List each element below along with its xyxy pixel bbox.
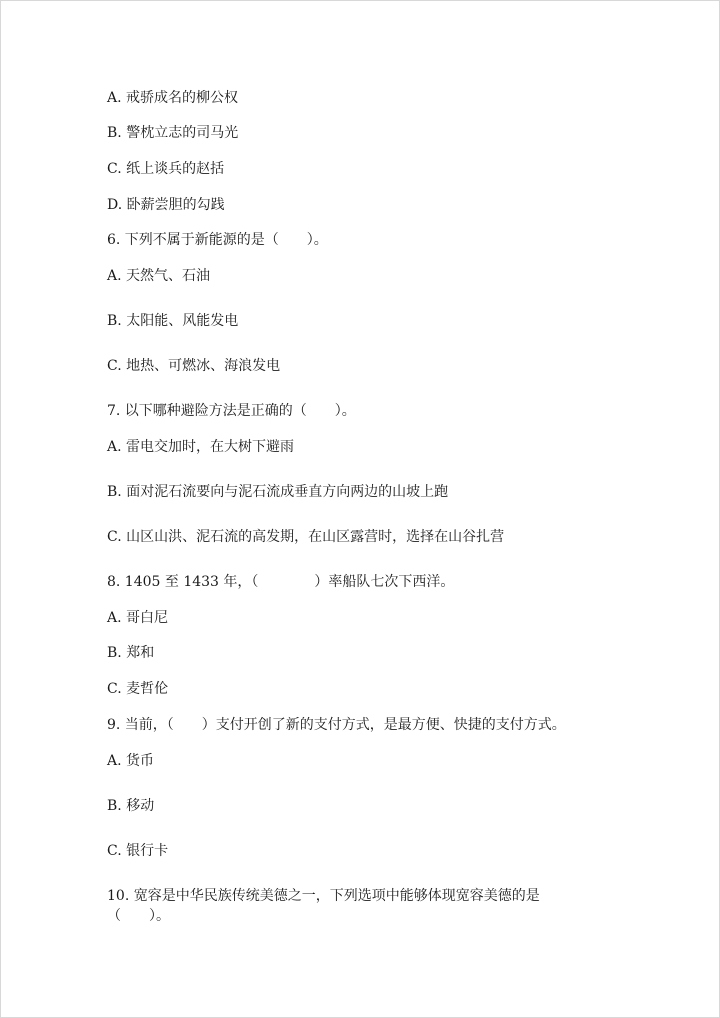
q6-option-c: C. 地热、可燃冰、海浪发电 (107, 358, 281, 374)
q7-option-a: A. 雷电交加时，在大树下避雨 (107, 439, 295, 455)
question-9: 9. 当前，（ ）支付开创了新的支付方式，是最方便、快捷的支付方式。 (107, 717, 566, 733)
q6-option-a: A. 天然气、石油 (107, 268, 211, 284)
question-7: 7. 以下哪种避险方法是正确的（ ）。 (107, 403, 356, 419)
question-10: 10. 宽容是中华民族传统美德之一，下列选项中能够体现宽容美德的是 (107, 888, 540, 904)
q5-option-a: A. 戒骄成名的柳公权 (107, 90, 239, 106)
q5-option-b: B. 警枕立志的司马光 (107, 125, 239, 141)
q9-option-b: B. 移动 (107, 798, 155, 814)
q7-option-b: B. 面对泥石流要向与泥石流成垂直方向两边的山坡上跑 (107, 484, 449, 500)
question-8: 8. 1405 至 1433 年，（ ）率船队七次下西洋。 (107, 574, 455, 590)
q6-option-b: B. 太阳能、风能发电 (107, 313, 239, 329)
q5-option-d: D. 卧薪尝胆的勾践 (107, 197, 225, 213)
question-10-continuation: （ ）。 (107, 908, 170, 924)
q8-option-b: B. 郑和 (107, 645, 155, 661)
q8-option-c: C. 麦哲伦 (107, 681, 169, 697)
q9-option-a: A. 货币 (107, 753, 155, 769)
q9-option-c: C. 银行卡 (107, 843, 169, 859)
question-6: 6. 下列不属于新能源的是（ ）。 (107, 232, 328, 248)
q7-option-c: C. 山区山洪、泥石流的高发期，在山区露营时，选择在山谷扎营 (107, 529, 505, 545)
q8-option-a: A. 哥白尼 (107, 610, 169, 626)
q5-option-c: C. 纸上谈兵的赵括 (107, 161, 225, 177)
